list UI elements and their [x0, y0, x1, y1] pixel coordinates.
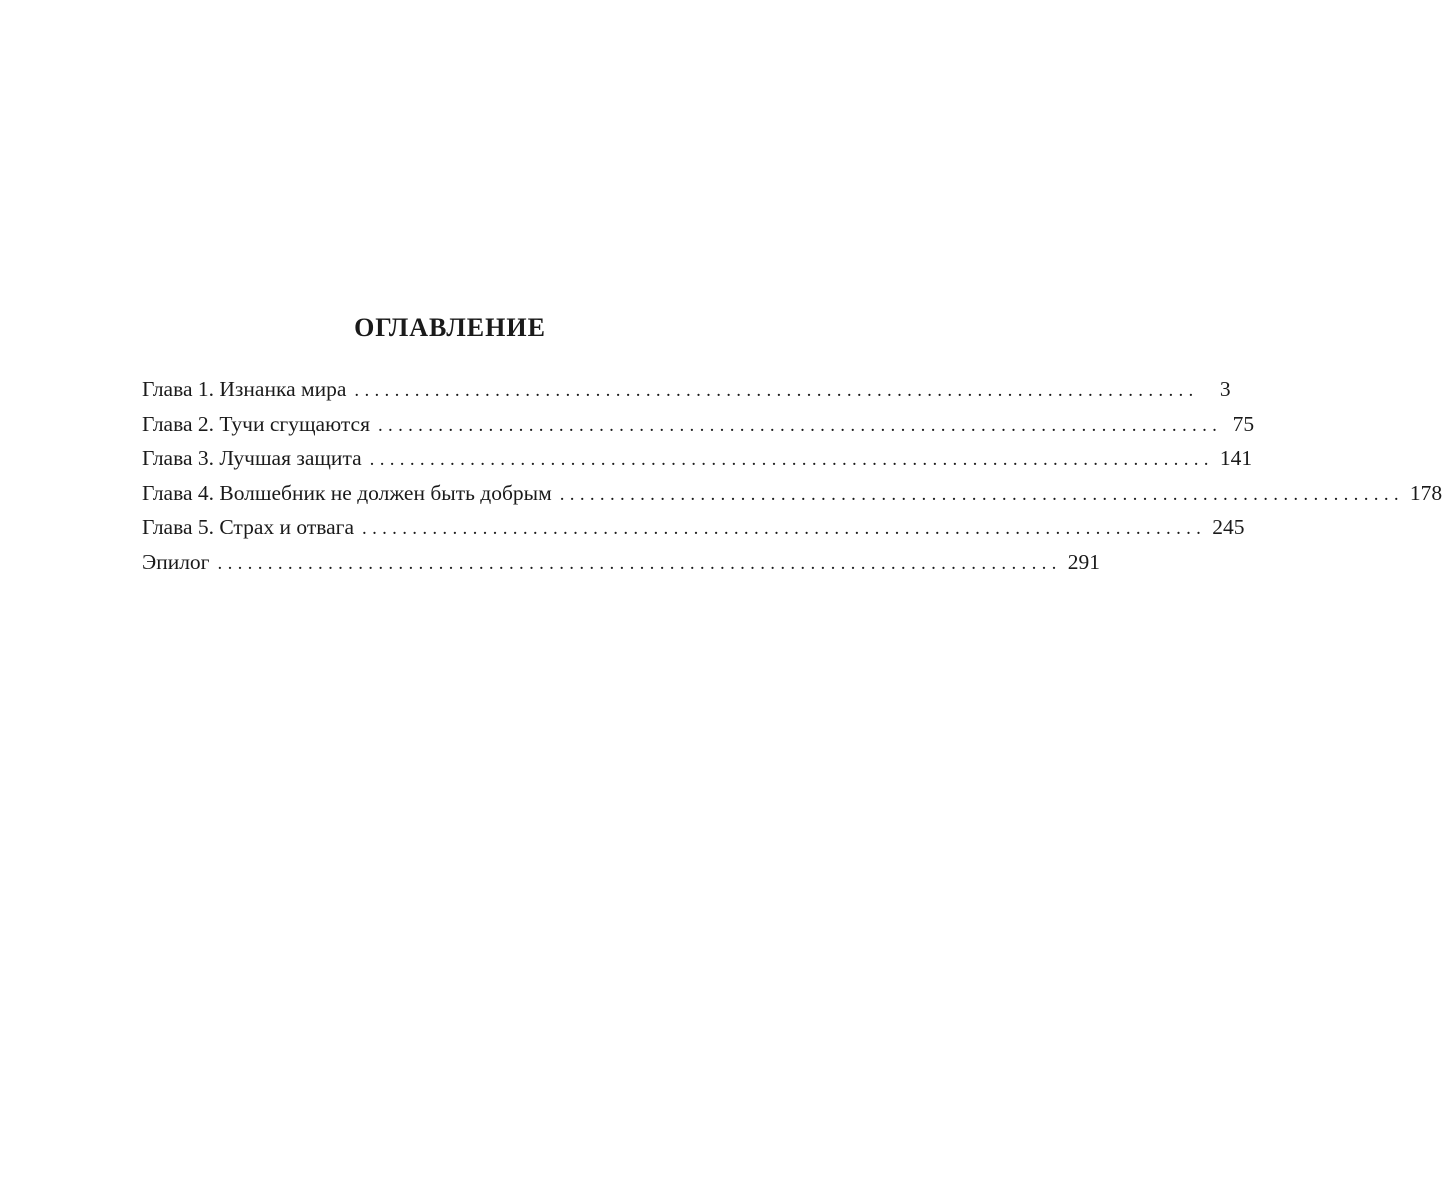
- toc-leader-dots: ....................................................................................: [369, 449, 1214, 471]
- toc-entry-label: Глава 4. Волшебник не должен быть добрым: [142, 480, 552, 505]
- toc-entry-page: 178: [1409, 480, 1442, 505]
- toc-leader-dots: ....................................................................................: [354, 380, 1199, 401]
- toc-entry-chapter-1[interactable]: [142, 372, 1231, 407]
- toc-entry-label: Эпилог: [142, 549, 210, 574]
- toc-leader-dots: ....................................................................................: [559, 483, 1404, 505]
- toc-leader-dots: ....................................................................................: [377, 414, 1223, 436]
- toc-entry-page: 291: [1067, 549, 1100, 574]
- toc-entry-label: Глава 3. Лучшая защита: [142, 446, 362, 471]
- toc-entry-label: Глава 5. Страх и отвага: [142, 515, 355, 540]
- toc-entry-page: 141: [1219, 446, 1253, 471]
- toc-leader-dots: ....................................................................................: [362, 518, 1207, 540]
- toc-leader-dots: ....................................................................................: [217, 552, 1062, 574]
- toc-entry-label: Глава 1. Изнанка мира: [142, 377, 347, 401]
- toc-entry-chapter-3[interactable]: [142, 441, 1253, 476]
- toc-entry-page: 245: [1212, 515, 1245, 540]
- toc-title: ОГЛАВЛЕНИЕ: [354, 313, 546, 342]
- toc-entry-page: 75: [1232, 411, 1255, 436]
- toc-entry-chapter-4[interactable]: [142, 476, 1442, 511]
- toc-entry-chapter-5[interactable]: [142, 510, 1245, 545]
- toc-entry-chapter-2[interactable]: [142, 407, 1255, 442]
- toc-entry-page: 3: [1219, 377, 1231, 401]
- toc-list: [142, 372, 1442, 580]
- toc-entry-label: Глава 2. Тучи сгущаются: [142, 411, 370, 436]
- toc-entry-epilogue[interactable]: [142, 545, 1100, 580]
